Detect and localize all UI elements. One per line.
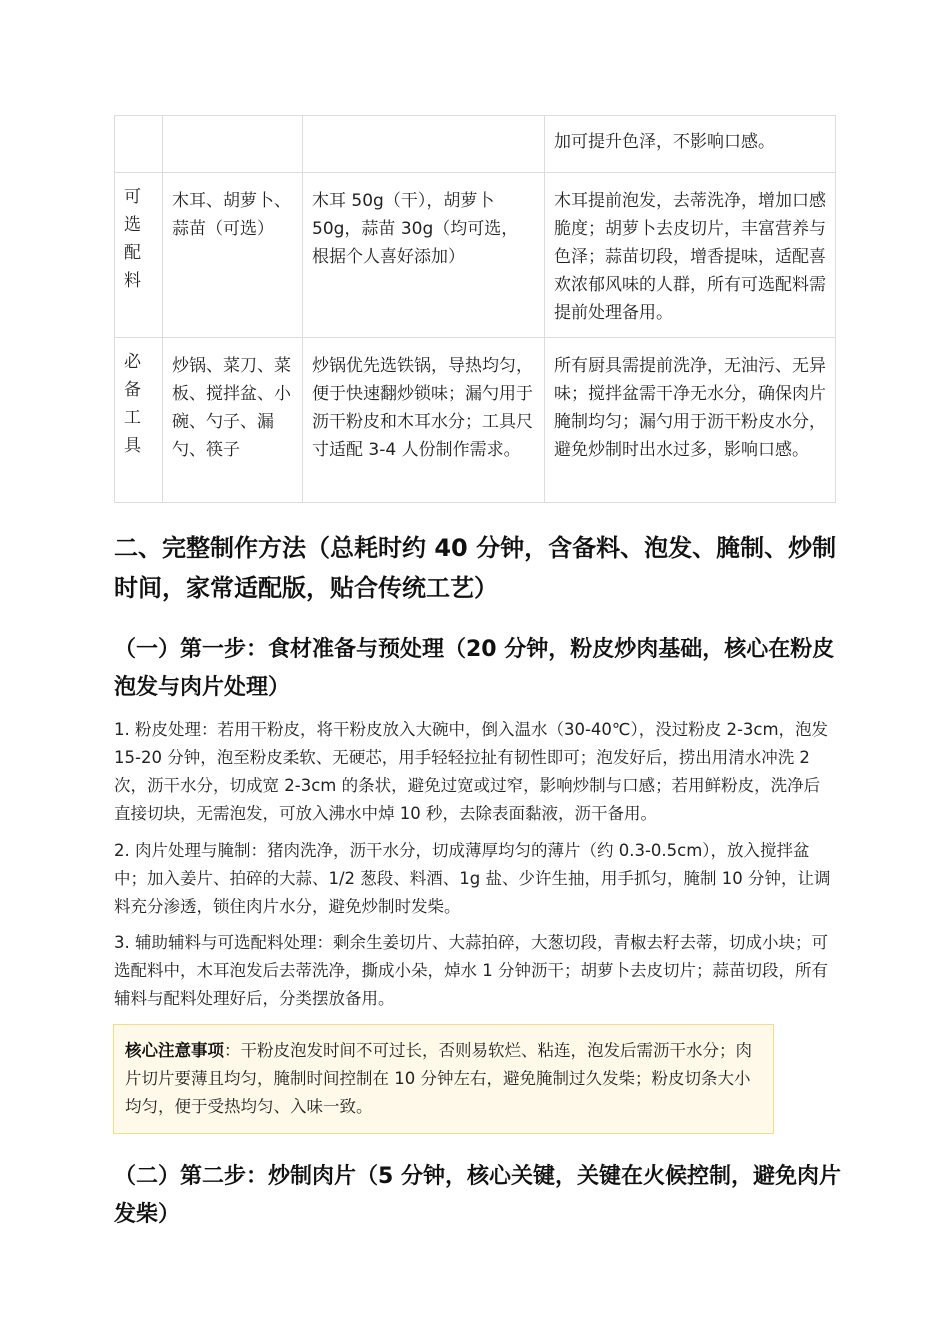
note-label: 核心注意事项 bbox=[125, 1041, 224, 1060]
step-item: 1. 粉皮处理：若用干粉皮，将干粉皮放入大碗中，倒入温水（30-40℃），没过粉皮 2-3cm，泡发 15-20 分钟，泡至粉皮柔软、无硬芯，用手轻轻拉扯有韧性即可；泡发好后，捞出用清水冲洗 2 次，沥干水分，切成宽 2-3cm 的条状，避免过宽或过窄，影响炒制与口感；若用鲜粉皮，洗净后直接切块，无需泡发，可放入沸水中焯 10 秒，去除表面黏液，沥干备用。 bbox=[114, 720, 829, 823]
category-cell: 可选配料 bbox=[115, 173, 163, 338]
note-text: ：干粉皮泡发时间不可过长，否则易软烂、粘连，泡发后需沥干水分；肉片切片要薄且均匀，腌制时间控制在 10 分钟左右，避免腌制过久发柴；粉皮切条大小均匀，便于受热均匀、入味一致。 bbox=[125, 1041, 752, 1116]
step1-heading: （一）第一步：食材准备与预处理（20 分钟，粉皮炒肉基础，核心在粉皮泡发与肉片处理） bbox=[114, 637, 835, 700]
ingredients-table bbox=[114, 115, 836, 503]
category-cell: 必备工具 bbox=[115, 338, 163, 503]
items-cell: 木耳、胡萝卜、蒜苗（可选） bbox=[163, 173, 303, 338]
step-item: 3. 辅助辅料与可选配料处理：剩余生姜切片、大蒜拍碎，大葱切段，青椒去籽去蒂，切成小块；可选配料中，木耳泡发后去蒂洗净，撕成小朵，焯水 1 分钟沥干；胡萝卜去皮切片；蒜苗切段，所有辅料与配料处理好后，分类摆放备用。 bbox=[114, 933, 828, 1008]
items-cell bbox=[163, 116, 303, 173]
amount-cell: 木耳 50g（干），胡萝卜 50g，蒜苗 30g（均可选，根据个人喜好添加） bbox=[303, 173, 545, 338]
notes-cell: 木耳提前泡发，去蒂洗净，增加口感脆度；胡萝卜去皮切片，丰富营养与色泽；蒜苗切段，增香提味，适配喜欢浓郁风味的人群，所有可选配料需提前处理备用。 bbox=[545, 173, 836, 338]
notes-cell: 加可提升色泽，不影响口感。 bbox=[545, 116, 836, 173]
category-cell bbox=[115, 116, 163, 173]
notes-cell: 所有厨具需提前洗净，无油污、无异味；搅拌盆需干净无水分，确保肉片腌制均匀；漏勺用于沥干粉皮水分，避免炒制时出水过多，影响口感。 bbox=[545, 338, 836, 503]
section-heading: 二、完整制作方法（总耗时约 40 分钟，含备料、泡发、腌制、炒制时间，家常适配版，贴合传统工艺） bbox=[114, 534, 837, 602]
amount-cell: 炒锅优先选铁锅，导热均匀，便于快速翻炒锁味；漏勺用于沥干粉皮和木耳水分；工具尺寸适配 3-4 人份制作需求。 bbox=[303, 338, 545, 503]
table-row bbox=[115, 338, 836, 503]
items-cell: 炒锅、菜刀、菜板、搅拌盆、小碗、勺子、漏勺、筷子 bbox=[163, 338, 303, 503]
table-row bbox=[115, 173, 836, 338]
note-box bbox=[113, 1024, 774, 1134]
step-item: 2. 肉片处理与腌制：猪肉洗净，沥干水分，切成薄厚均匀的薄片（约 0.3-0.5cm），放入搅拌盆中；加入姜片、拍碎的大蒜、1/2 葱段、料酒、1g 盐、少许生抽，用手抓匀，腌制 10 分钟，让调料充分渗透，锁住肉片水分，避免炒制时发柴。 bbox=[114, 841, 831, 916]
table-row bbox=[115, 116, 836, 173]
step2-heading: （二）第二步：炒制肉片（5 分钟，核心关键，关键在火候控制，避免肉片发柴） bbox=[114, 1164, 841, 1227]
amount-cell bbox=[303, 116, 545, 173]
